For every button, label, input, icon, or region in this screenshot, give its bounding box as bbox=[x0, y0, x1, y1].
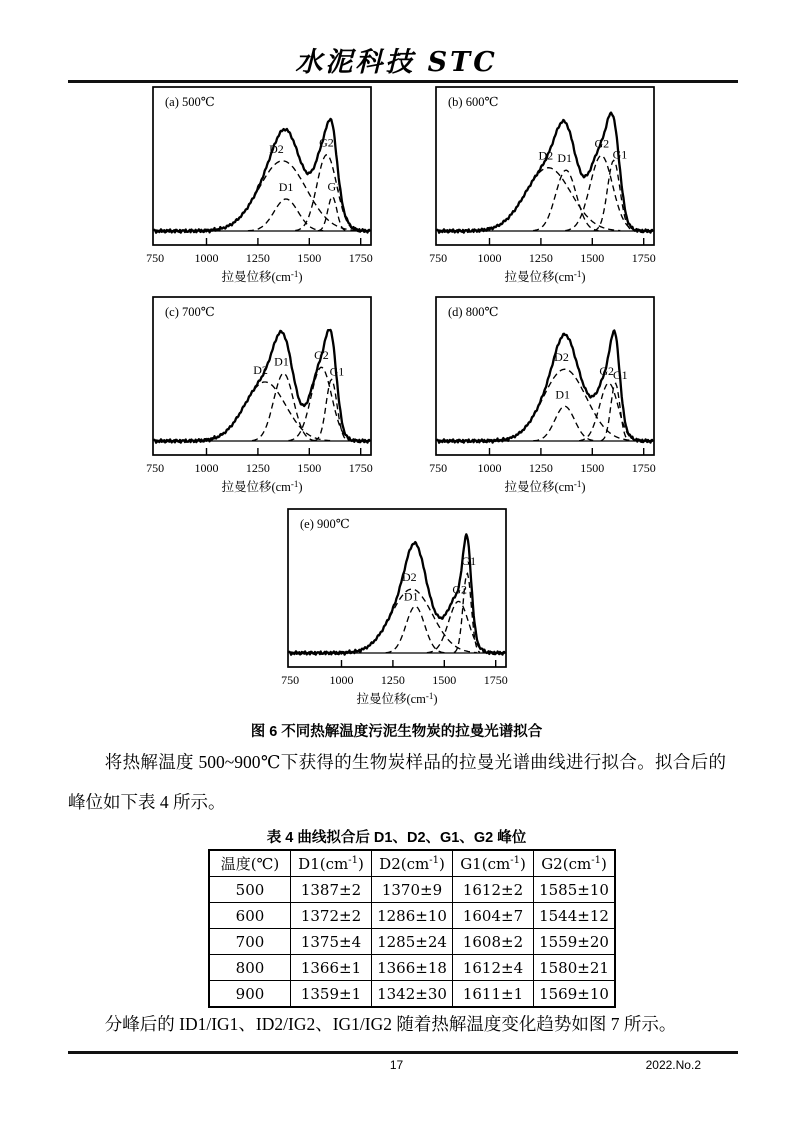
x-tick-label: 1750 bbox=[631, 461, 656, 475]
page-number: 17 bbox=[389, 1058, 404, 1072]
table-cell: 1544±12 bbox=[534, 903, 616, 929]
raman-panel-a bbox=[143, 85, 383, 287]
table-header-cell: $G2(cm^{-1})$ bbox=[534, 850, 616, 877]
x-tick-label: 1000 bbox=[477, 251, 502, 265]
table-row bbox=[209, 955, 615, 981]
peak-label-D2: D2 bbox=[269, 141, 284, 156]
x-tick-label: 1000 bbox=[194, 251, 219, 265]
plot-frame bbox=[288, 509, 506, 667]
table-cell: 1608±2 bbox=[453, 929, 534, 955]
table-cell: 1375±4 bbox=[291, 929, 372, 955]
measured-curve bbox=[437, 331, 653, 443]
x-axis-title: 拉曼位移$(cm^{-1})$ bbox=[504, 479, 586, 494]
table-cell: 1604±7 bbox=[453, 903, 534, 929]
x-tick-label: 1250 bbox=[528, 251, 553, 265]
table-cell: 1580±21 bbox=[534, 955, 616, 981]
table-cell: 600 bbox=[209, 903, 291, 929]
panel-title: (a) 500℃ bbox=[165, 95, 215, 109]
table-header-cell: $G1(cm^{-1})$ bbox=[453, 850, 534, 877]
table-cell: 1286±10 bbox=[372, 903, 453, 929]
x-tick-label: 1500 bbox=[432, 673, 457, 687]
raman-panel-d bbox=[426, 295, 666, 497]
header-divider bbox=[68, 80, 738, 83]
x-tick-label: 750 bbox=[281, 673, 300, 687]
peak-label-D1: D1 bbox=[278, 180, 294, 194]
table-cell: 1585±10 bbox=[534, 877, 616, 903]
fitted-component-D1 bbox=[533, 170, 598, 230]
table-cell: 1370±9 bbox=[372, 877, 453, 903]
table-cell: 1372±2 bbox=[291, 903, 372, 929]
fitted-component-D1 bbox=[248, 199, 323, 231]
x-tick-label: 1500 bbox=[580, 251, 605, 265]
x-tick-label: 1750 bbox=[348, 461, 373, 475]
peak-label-G1: G1 bbox=[612, 147, 628, 162]
x-axis-title: 拉曼位移$(cm^{-1})$ bbox=[221, 269, 303, 284]
x-axis-title: 拉曼位移$(cm^{-1})$ bbox=[504, 269, 586, 284]
x-tick-label: 750 bbox=[429, 251, 448, 265]
table-row bbox=[209, 877, 615, 903]
x-tick-label: 1500 bbox=[297, 461, 322, 475]
x-tick-label: 750 bbox=[146, 461, 165, 475]
peak-label-D1: D1 bbox=[274, 354, 289, 369]
plot-frame bbox=[436, 87, 654, 245]
issue-label: 2022.No.2 bbox=[645, 1058, 701, 1072]
peak-label-G2: G2 bbox=[599, 364, 615, 379]
x-tick-label: 1750 bbox=[631, 251, 656, 265]
peak-label-D2: D2 bbox=[538, 148, 554, 163]
table-4-title: 表 4 曲线拟合后 D1、D2、G1、G2 峰位 bbox=[266, 830, 527, 846]
raman-panel-e bbox=[278, 507, 518, 709]
peak-label-G2: G2 bbox=[319, 135, 334, 150]
table-cell: 700 bbox=[209, 929, 291, 955]
panel-title: (d) 800℃ bbox=[448, 305, 499, 319]
footer-divider bbox=[68, 1051, 738, 1054]
table-row bbox=[209, 981, 615, 1008]
peak-position-table bbox=[208, 849, 616, 1008]
peak-label-G2: G2 bbox=[314, 348, 329, 363]
table-header-cell: 温度(℃) bbox=[209, 850, 291, 877]
x-tick-label: 1000 bbox=[329, 673, 354, 687]
table-row bbox=[209, 903, 615, 929]
x-tick-label: 1750 bbox=[348, 251, 373, 265]
table-cell: 1359±1 bbox=[291, 981, 372, 1008]
table-cell: 1366±1 bbox=[291, 955, 372, 981]
table-cell: 1285±24 bbox=[372, 929, 453, 955]
x-tick-label: 1000 bbox=[477, 461, 502, 475]
raman-panel-c bbox=[143, 295, 383, 497]
table-cell: 1611±1 bbox=[453, 981, 534, 1008]
table-cell: 1559±20 bbox=[534, 929, 616, 955]
table-cell: 800 bbox=[209, 955, 291, 981]
table-cell: 1366±18 bbox=[372, 955, 453, 981]
table-cell: 1569±10 bbox=[534, 981, 616, 1008]
table-cell: 500 bbox=[209, 877, 291, 903]
paragraph-ratio-trend: 分峰后的 ID1/IG1、ID2/IG2、IG1/IG2 随着热解温度变化趋势如图 7 所示。 bbox=[104, 1014, 677, 1034]
table-cell: 1612±2 bbox=[453, 877, 534, 903]
measured-curve bbox=[154, 330, 370, 443]
peak-label-G2: G2 bbox=[452, 582, 468, 597]
table-cell: 1342±30 bbox=[372, 981, 453, 1008]
x-axis-title: 拉曼位移$(cm^{-1})$ bbox=[221, 479, 303, 494]
peak-label-D1: D1 bbox=[403, 589, 419, 604]
table-cell: 1387±2 bbox=[291, 877, 372, 903]
x-axis-title: 拉曼位移$(cm^{-1})$ bbox=[356, 691, 438, 706]
x-tick-label: 750 bbox=[429, 461, 448, 475]
peak-label-G1: G1 bbox=[461, 554, 477, 569]
fitted-component-D1 bbox=[533, 406, 596, 441]
panel-title: (b) 600℃ bbox=[448, 95, 499, 109]
table-header-cell: $D1(cm^{-1})$ bbox=[291, 850, 372, 877]
table-4-wrap bbox=[208, 849, 616, 1008]
peak-label-D2: D2 bbox=[253, 363, 268, 377]
table-header-row bbox=[209, 850, 615, 877]
x-tick-label: 1250 bbox=[245, 251, 270, 265]
measured-curve bbox=[154, 119, 370, 233]
table-header-cell: $D2(cm^{-1})$ bbox=[372, 850, 453, 877]
peak-label-G1: G1 bbox=[329, 364, 345, 379]
peak-label-G2: G2 bbox=[594, 136, 610, 151]
peak-label-D1: D1 bbox=[555, 387, 571, 402]
x-tick-label: 1000 bbox=[194, 461, 219, 475]
table-cell: 1612±4 bbox=[453, 955, 534, 981]
panel-title: (c) 700℃ bbox=[165, 305, 215, 319]
x-tick-label: 1250 bbox=[528, 461, 553, 475]
peak-label-G1: G1 bbox=[327, 179, 343, 194]
fitted-component-D1 bbox=[252, 373, 315, 440]
measured-curve bbox=[289, 534, 505, 654]
figure-6-caption: 图 6 不同热解温度污泥生物炭的拉曼光谱拟合 bbox=[250, 724, 543, 740]
table-row bbox=[209, 929, 615, 955]
table-cell: 900 bbox=[209, 981, 291, 1008]
x-tick-label: 1500 bbox=[580, 461, 605, 475]
peak-label-D2: D2 bbox=[401, 570, 417, 585]
paragraph-fitting: 将热解温度 500~900℃下获得的生物炭样品的拉曼光谱曲线进行拟合。拟合后的峰位如下表 4 所示。 bbox=[68, 752, 726, 812]
panel-title: (e) 900℃ bbox=[300, 517, 350, 531]
x-tick-label: 750 bbox=[146, 251, 165, 265]
peak-label-G1: G1 bbox=[612, 368, 628, 383]
x-tick-label: 1250 bbox=[380, 673, 405, 687]
fitted-component-G1 bbox=[601, 383, 629, 440]
x-tick-label: 1750 bbox=[483, 673, 508, 687]
fitted-component-D2 bbox=[207, 161, 358, 231]
raman-panel-b bbox=[426, 85, 666, 287]
fitted-component-D2 bbox=[476, 168, 620, 231]
fitted-component-G2 bbox=[427, 601, 490, 652]
x-tick-label: 1250 bbox=[245, 461, 270, 475]
x-tick-label: 1500 bbox=[297, 251, 322, 265]
peak-label-D2: D2 bbox=[554, 350, 569, 365]
journal-header-title: 水泥科技 STC bbox=[295, 47, 498, 78]
peak-label-D1: D1 bbox=[557, 151, 573, 166]
